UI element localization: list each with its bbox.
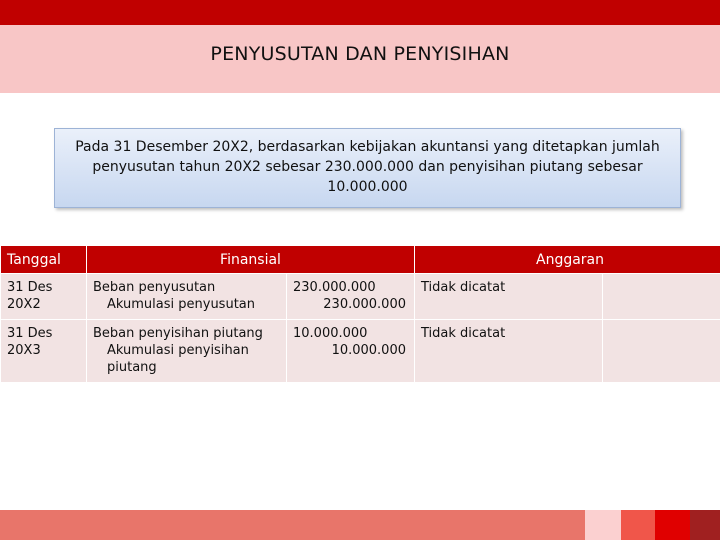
account-cell	[87, 274, 287, 320]
title-band	[0, 25, 720, 93]
credit-account: Akumulasi penyusutan	[107, 297, 255, 312]
header-finansial-label: Finansial	[220, 251, 281, 268]
info-box	[54, 128, 681, 208]
table-row	[1, 274, 720, 320]
top-accent-bar	[0, 0, 720, 25]
debit-amount: 230.000.000	[293, 280, 376, 295]
footer-segment-main	[0, 510, 585, 540]
account-cell	[87, 320, 287, 383]
budget-empty-cell	[603, 320, 720, 383]
table-header-row	[1, 246, 720, 274]
header-finansial	[87, 246, 415, 274]
footer-segment-coral	[621, 510, 655, 540]
header-anggaran	[415, 246, 720, 274]
date-cell: 31 Des 20X2	[1, 274, 87, 320]
credit-amount: 230.000.000	[323, 297, 406, 312]
journal-table	[0, 245, 720, 383]
header-anggaran-label: Anggaran	[536, 251, 605, 268]
budget-note-cell: Tidak dicatat	[415, 320, 603, 383]
credit-account: Akumulasi penyisihan piutang	[107, 343, 249, 375]
credit-amount: 10.000.000	[331, 343, 406, 358]
footer-segment-light	[585, 510, 621, 540]
footer-segment-dark	[690, 510, 720, 540]
header-tanggal: Tanggal	[1, 246, 87, 274]
amount-cell	[287, 274, 415, 320]
budget-note-cell: Tidak dicatat	[415, 274, 603, 320]
amount-cell	[287, 320, 415, 383]
page-title: PENYUSUTAN DAN PENYISIHAN	[210, 43, 510, 65]
budget-empty-cell	[603, 274, 720, 320]
date-cell: 31 Des 20X3	[1, 320, 87, 383]
debit-amount: 10.000.000	[293, 326, 368, 341]
debit-account: Beban penyusutan	[93, 280, 216, 295]
table-row	[1, 320, 720, 383]
debit-account: Beban penyisihan piutang	[93, 326, 263, 341]
footer-segment-red	[655, 510, 690, 540]
info-text: Pada 31 Desember 20X2, berdasarkan kebijakan akuntansi yang ditetapkan jumlah penyusutan tahun 20X2 sebesar 230.000.000 dan penyisihan piutang sebesar 10.000.000	[75, 139, 660, 195]
footer-color-bar	[0, 510, 720, 540]
